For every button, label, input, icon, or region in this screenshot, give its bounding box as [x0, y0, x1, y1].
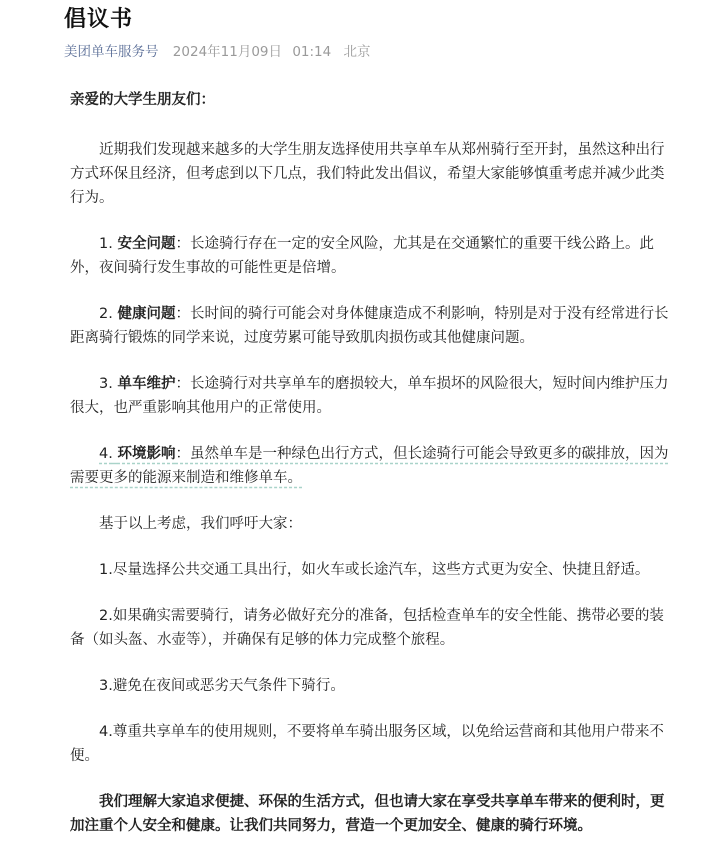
account-name-link[interactable]: 美团单车服务号 — [64, 44, 159, 60]
publish-time: 01:14 — [292, 44, 332, 60]
point-bike-maintenance — [70, 372, 676, 420]
point-label: 健康问题 — [117, 306, 176, 322]
point-label: 安全问题 — [117, 236, 176, 252]
point-text: ：虽然单车是一种绿色出行方式，但长途骑行可能会导致更多的碳排放，因为需要更多的能源来制造和维修单车。 — [70, 446, 669, 486]
closing-paragraph: 我们理解大家追求便捷、环保的生活方式，但也请大家在享受共享单车带来的便利时，更加注重个人安全和健康。让我们共同努力，营造一个更加安全、健康的骑行环境。 — [70, 794, 665, 834]
publish-date: 2024年11月09日 — [172, 44, 283, 60]
greeting: 亲爱的大学生朋友们： — [70, 92, 215, 108]
advice-item: 3.避免在夜间或恶劣天气条件下骑行。 — [99, 678, 345, 694]
point-text: ：长时间的骑行可能会对身体健康造成不利影响，特别是对于没有经常进行长距离骑行锻炼的同学来说，过度劳累可能导致肌肉损伤或其他健康问题。 — [70, 306, 669, 346]
advice-item: 1.尽量选择公共交通工具出行，如火车或长途汽车，这些方式更为安全、快捷且舒适。 — [99, 562, 650, 578]
point-number: 4. — [99, 446, 113, 462]
highlighted-text — [70, 446, 668, 486]
point-health — [70, 302, 676, 350]
article-title: 倡议书 — [64, 7, 134, 32]
article-meta — [64, 40, 371, 60]
point-number: 3. — [99, 376, 113, 392]
point-text: ：长途骑行存在一定的安全风险，尤其是在交通繁忙的重要干线公路上。此外，夜间骑行发生事故的可能性更是倍增。 — [70, 236, 654, 276]
point-label: 单车维护 — [117, 376, 176, 392]
point-number: 1. — [99, 236, 113, 252]
point-text: ：长途骑行对共享单车的磨损较大，单车损坏的风险很大，短时间内维护压力很大，也严重影响其他用户的正常使用。 — [70, 376, 669, 416]
article-content — [70, 88, 676, 838]
advice-item: 4.尊重共享单车的使用规则，不要将单车骑出服务区域，以免给运营商和其他用户带来不便。 — [70, 724, 664, 764]
point-safety — [70, 232, 676, 280]
point-number: 2. — [99, 306, 113, 322]
publish-location: 北京 — [343, 44, 371, 60]
advice-item: 2.如果确实需要骑行，请务必做好充分的准备，包括检查单车的安全性能、携带必要的装备（如头盔、水壶等），并确保有足够的体力完成整个旅程。 — [70, 608, 664, 648]
point-label: 环境影响 — [117, 446, 176, 462]
intro-paragraph: 近期我们发现越来越多的大学生朋友选择使用共享单车从郑州骑行至开封，虽然这种出行方式环保且经济，但考虑到以下几点，我们特此发出倡议，希望大家能够慎重考虑并减少此类行为。 — [70, 142, 665, 206]
point-environment — [70, 442, 676, 490]
call-intro: 基于以上考虑，我们呼吁大家： — [99, 516, 302, 532]
